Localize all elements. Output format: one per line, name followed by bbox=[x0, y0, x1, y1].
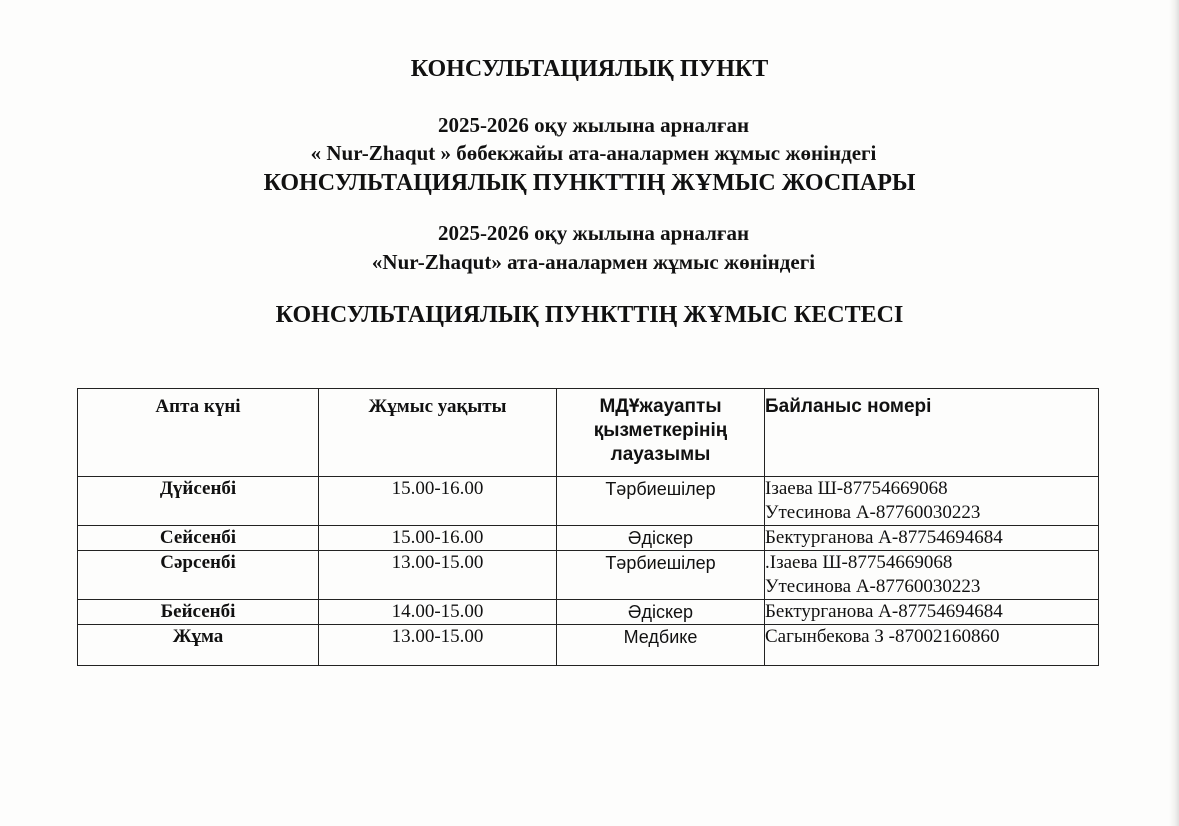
phone-line: Бектурганова А-87754694684 bbox=[765, 601, 1003, 622]
header-role-line: МДҰжауапты bbox=[599, 396, 722, 417]
phone-line: Бектурганова А-87754694684 bbox=[765, 527, 1003, 548]
table-row bbox=[78, 551, 1099, 600]
phone-line: Утесинова А-87760030223 bbox=[765, 502, 981, 523]
header-day: Апта күні bbox=[78, 389, 319, 477]
header-time: Жұмыс уақыты bbox=[319, 389, 557, 477]
header-phone: Байланыс номері bbox=[765, 389, 1099, 477]
header-role-line: лауазымы bbox=[610, 444, 711, 465]
cell-day: Сәрсенбі bbox=[78, 551, 319, 600]
cell-time: 13.00-15.00 bbox=[319, 551, 557, 600]
cell-role: Әдіскер bbox=[557, 600, 765, 625]
plan-subtitle-year: 2025-2026 оқу жылына арналған bbox=[437, 113, 750, 137]
plan-title: КОНСУЛЬТАЦИЯЛЫҚ ПУНКТТІҢ ЖҰМЫС ЖОСПАРЫ bbox=[263, 170, 916, 196]
table-row bbox=[78, 625, 1099, 666]
table-row bbox=[78, 526, 1099, 551]
table-row bbox=[78, 600, 1099, 625]
header-role bbox=[557, 389, 765, 477]
phone-line: .Ізаева Ш-87754669068 bbox=[765, 552, 953, 573]
cell-time: 13.00-15.00 bbox=[319, 625, 557, 666]
schedule-subtitle-year: 2025-2026 оқу жылына арналған bbox=[437, 221, 750, 245]
phone-line: Утесинова А-87760030223 bbox=[765, 576, 981, 597]
cell-day: Бейсенбі bbox=[78, 600, 319, 625]
table-row bbox=[78, 477, 1099, 526]
cell-role: Медбике bbox=[557, 625, 765, 666]
phone-line: Ізаева Ш-87754669068 bbox=[765, 478, 948, 499]
cell-role: Тәрбиешілер bbox=[557, 551, 765, 600]
cell-phone bbox=[765, 551, 1099, 600]
cell-time: 15.00-16.00 bbox=[319, 526, 557, 551]
cell-day: Жұма bbox=[78, 625, 319, 666]
cell-role: Әдіскер bbox=[557, 526, 765, 551]
cell-phone bbox=[765, 625, 1099, 666]
cell-phone bbox=[765, 477, 1099, 526]
header-role-line: қызметкерінің bbox=[593, 420, 728, 441]
phone-line: Сагынбекова З -87002160860 bbox=[765, 626, 1000, 647]
plan-subtitle-org: « Nur-Zhaqut » бөбекжайы ата-аналармен жұмыс жөніндегі bbox=[310, 141, 877, 165]
schedule-title: КОНСУЛЬТАЦИЯЛЫҚ ПУНКТТІҢ ЖҰМЫС КЕСТЕСІ bbox=[275, 302, 904, 328]
cell-day: Дүйсенбі bbox=[78, 477, 319, 526]
schedule-table bbox=[77, 388, 1099, 666]
schedule-subtitle-org: «Nur-Zhaqut» ата-аналармен жұмыс жөніндегі bbox=[371, 250, 816, 274]
cell-day: Сейсенбі bbox=[78, 526, 319, 551]
cell-phone bbox=[765, 526, 1099, 551]
cell-time: 15.00-16.00 bbox=[319, 477, 557, 526]
cell-role: Тәрбиешілер bbox=[557, 477, 765, 526]
document-title: КОНСУЛЬТАЦИЯЛЫҚ ПУНКТ bbox=[410, 56, 769, 82]
table-header-row bbox=[78, 389, 1099, 477]
cell-phone bbox=[765, 600, 1099, 625]
cell-time: 14.00-15.00 bbox=[319, 600, 557, 625]
